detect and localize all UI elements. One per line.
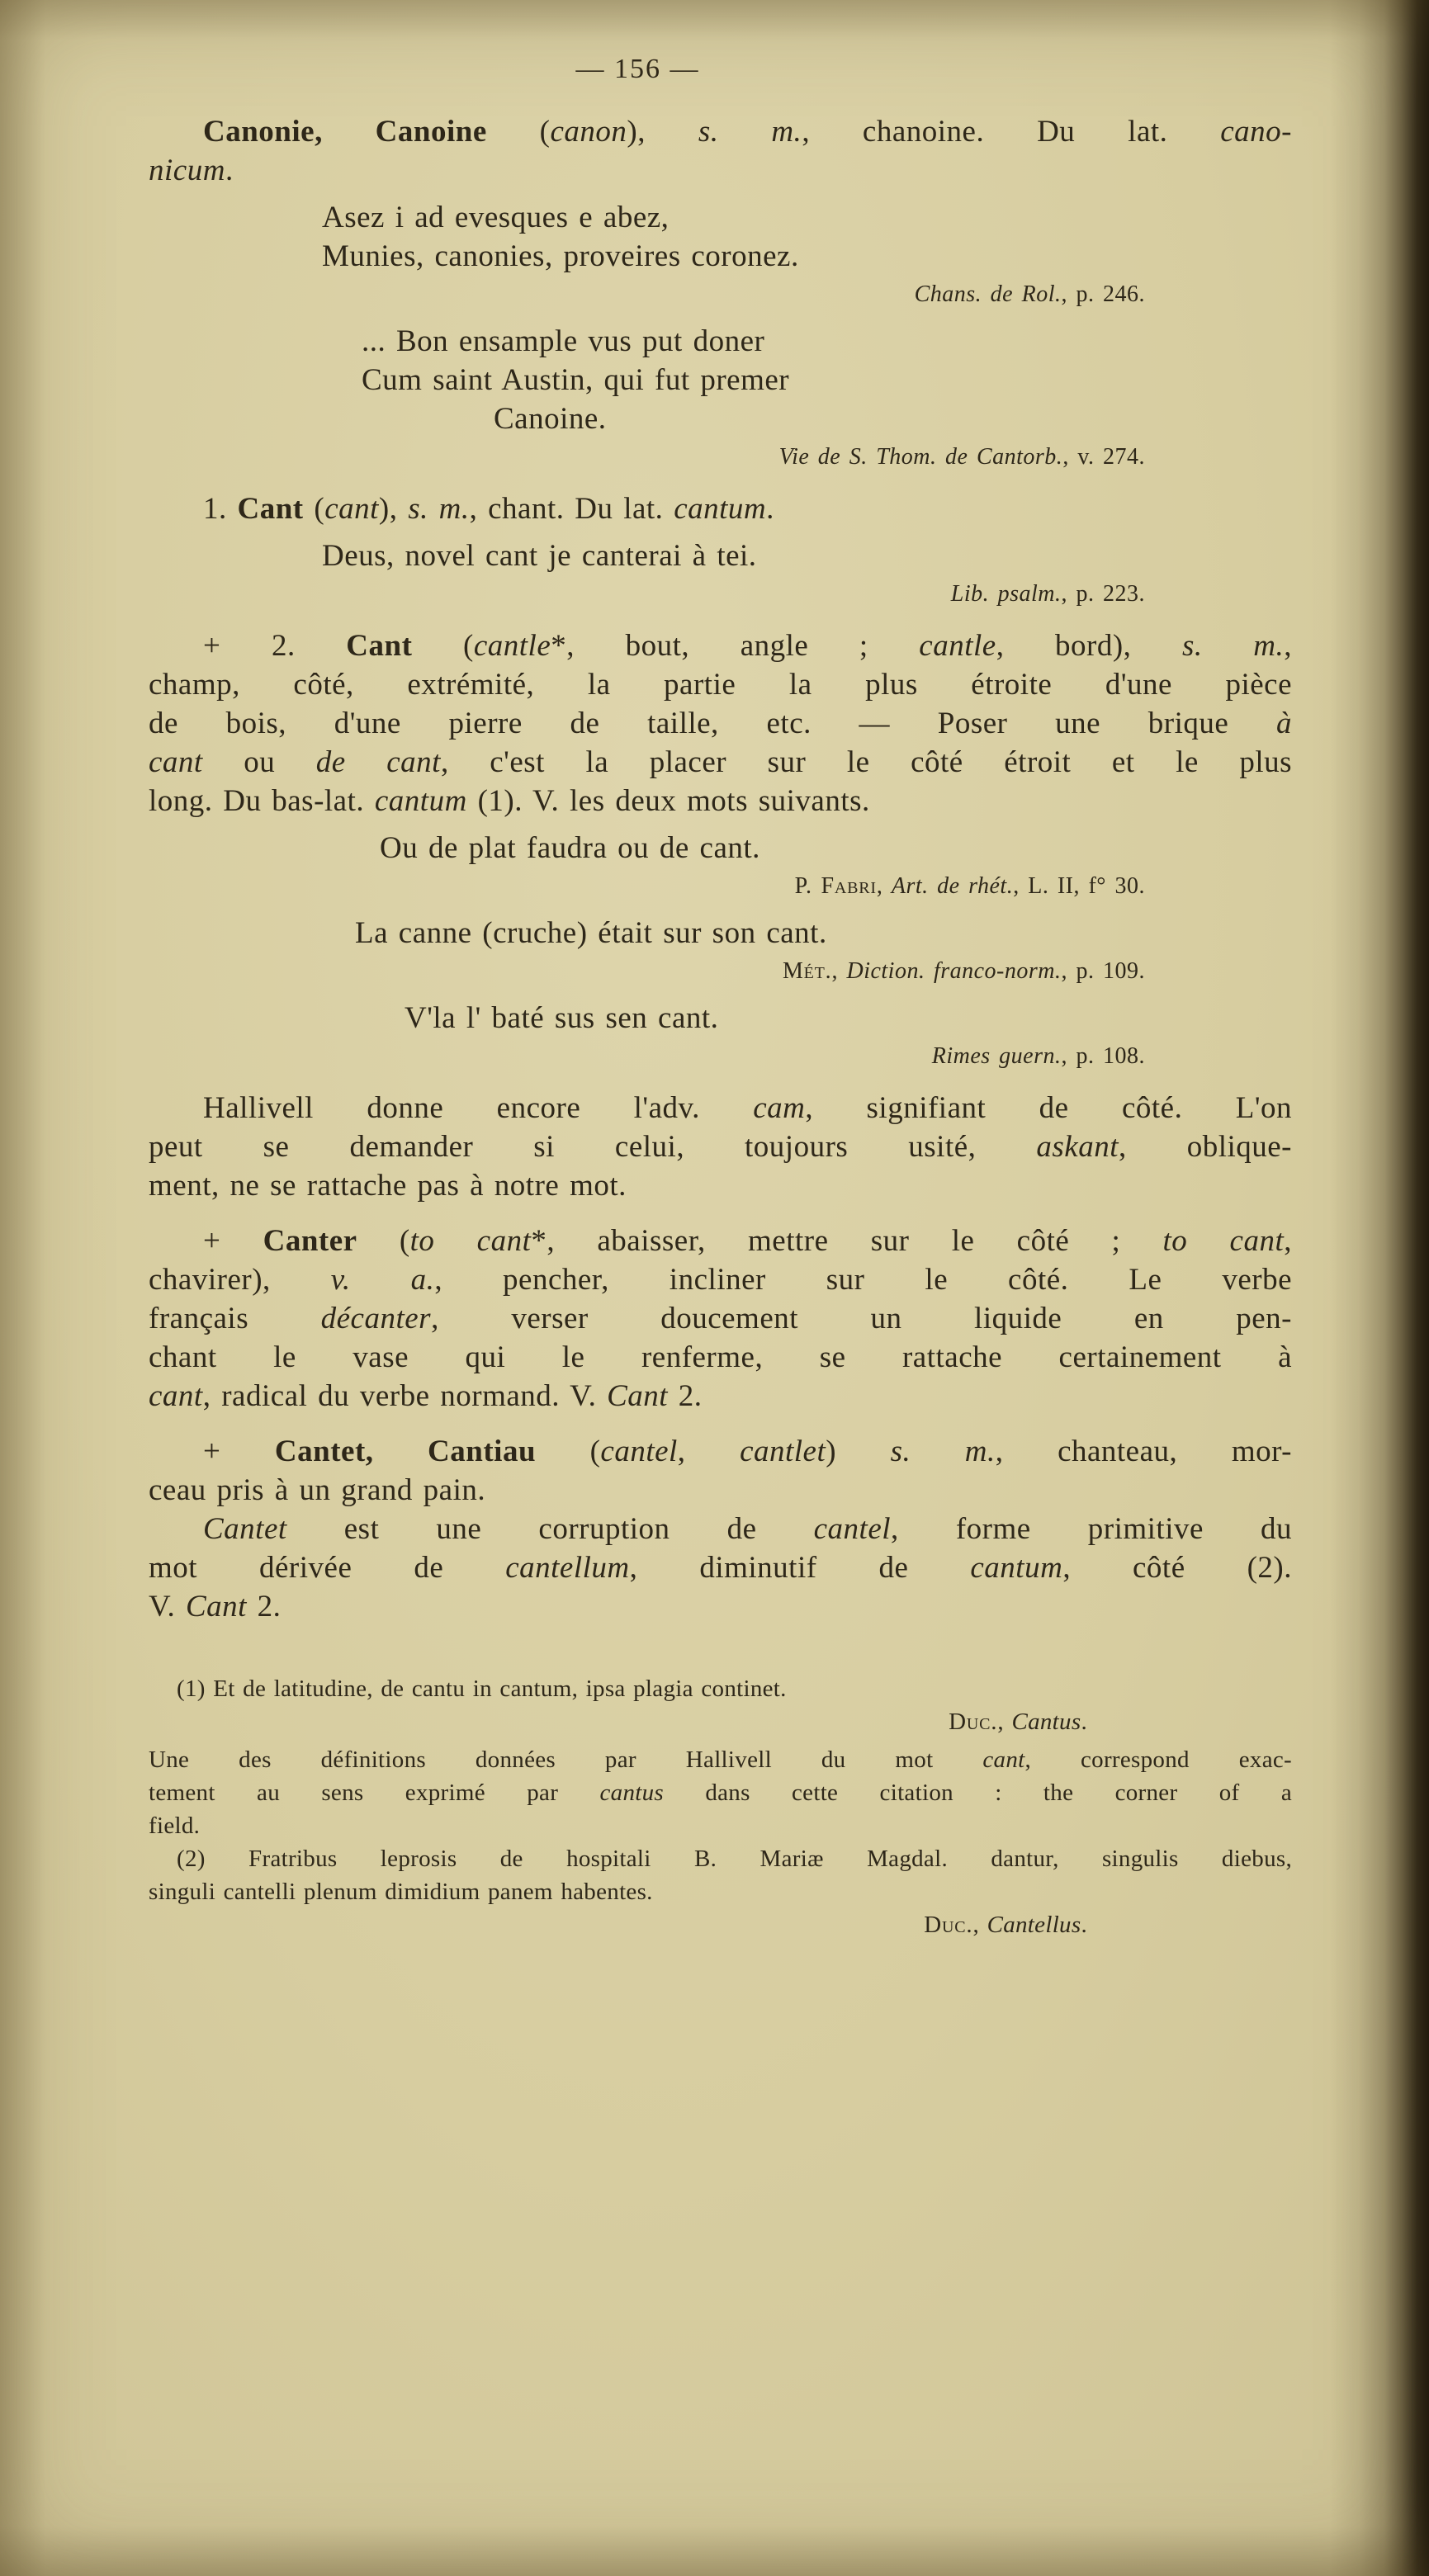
text-segment: Cantus xyxy=(1011,1709,1081,1735)
entry-cantet xyxy=(149,1432,1292,1510)
verse-line: V'la l' baté sus sen cant. xyxy=(405,1001,719,1035)
page-text xyxy=(149,51,1292,1946)
text-segment: cant xyxy=(982,1746,1025,1773)
text-line xyxy=(149,1672,1292,1705)
text-segment: chant le vase qui le renferme, se rattache certainement à xyxy=(149,1340,1292,1374)
text-segment: champ, côté, extrémité, la partie la plus étroite d'une pièce xyxy=(149,668,1292,702)
text-segment: ment, ne se rattache pas à notre mot. xyxy=(149,1169,627,1203)
text-segment: . xyxy=(1081,1912,1087,1938)
text-segment: cano- xyxy=(1220,115,1292,149)
text-segment: 2. xyxy=(668,1379,703,1413)
text-segment: Vie de S. Thom. de Cantorb. xyxy=(778,444,1063,470)
source-citation xyxy=(149,442,1292,473)
text-line xyxy=(149,1377,1292,1416)
text-segment: to cant xyxy=(1162,1224,1285,1258)
text-segment: s. m. xyxy=(408,492,470,526)
text-line xyxy=(149,489,1292,528)
verse-line: Deus, novel cant je canterai à tei. xyxy=(322,539,757,573)
text-segment: , pencher, incliner sur le côté. Le verbe xyxy=(434,1263,1292,1297)
verse-line: Munies, canonies, proveires coronez. xyxy=(322,239,799,273)
text-segment: de cant xyxy=(315,745,441,779)
text-line xyxy=(149,1338,1292,1377)
text-line xyxy=(149,1166,1292,1205)
text-segment: , v. 274. xyxy=(1062,444,1145,470)
text-segment: askant xyxy=(1036,1130,1119,1164)
verse-line: Cum saint Austin, qui fut premer xyxy=(362,363,790,397)
main-text xyxy=(149,112,1292,1626)
text-line xyxy=(149,1432,1292,1471)
verse-quote xyxy=(149,829,1292,867)
text-segment: P. Fabri xyxy=(794,873,877,899)
text-segment: ( xyxy=(486,115,551,149)
text-line xyxy=(149,1743,1292,1776)
verse-line: ... Bon ensample vus put doner xyxy=(362,324,765,358)
text-segment: . xyxy=(766,492,774,526)
text-segment: mot dérivée de xyxy=(149,1551,506,1585)
text-segment: nicum xyxy=(149,154,225,187)
text-segment: , chant. Du lat. xyxy=(469,492,674,526)
text-segment: cantel xyxy=(600,1435,678,1468)
text-line xyxy=(149,1471,1292,1510)
text-segment: cantellum xyxy=(505,1551,630,1585)
text-line xyxy=(149,1842,1292,1875)
verse-line: La canne (cruche) était sur son cant. xyxy=(355,916,827,950)
text-line xyxy=(149,1809,1292,1842)
paragraph-cantet-etymology xyxy=(149,1510,1292,1626)
text-segment: français xyxy=(149,1302,321,1335)
text-segment: cam xyxy=(753,1091,806,1125)
text-segment: peut se demander si celui, toujours usité, xyxy=(149,1130,1037,1164)
text-segment: + 2. xyxy=(203,629,347,663)
text-line xyxy=(149,1510,1292,1548)
text-segment: + xyxy=(203,1435,275,1468)
page-edge-top-shadow xyxy=(0,0,1429,40)
text-segment: , xyxy=(997,1709,1012,1735)
text-segment: . xyxy=(1081,1709,1087,1735)
verse-quote xyxy=(149,999,1292,1037)
text-segment: Cant xyxy=(185,1590,247,1624)
text-segment: *, bout, angle ; xyxy=(551,629,920,663)
text-segment: field. xyxy=(149,1813,201,1839)
text-line xyxy=(149,1260,1292,1299)
text-segment: tement au sens exprimé par xyxy=(149,1780,600,1806)
text-segment: v. a. xyxy=(330,1263,435,1297)
text-segment: cantum xyxy=(674,492,767,526)
text-segment: , xyxy=(1284,629,1292,663)
text-segment: singuli cantelli plenum dimidium panem habentes. xyxy=(149,1879,653,1905)
text-segment: , signifiant de côté. L'on xyxy=(805,1091,1292,1125)
text-line xyxy=(149,1587,1292,1626)
text-segment: *, abaisser, mettre sur le côté ; xyxy=(531,1224,1163,1258)
source-citation xyxy=(149,956,1292,987)
text-line xyxy=(149,1222,1292,1260)
text-segment: V. xyxy=(149,1590,186,1624)
page-edge-bottom-shadow xyxy=(0,2526,1429,2576)
text-segment: Rimes guern. xyxy=(931,1043,1062,1069)
text-line xyxy=(149,1089,1292,1127)
text-segment: Chans. de Rol. xyxy=(914,281,1062,307)
text-segment: , verser doucement un liquide en pen- xyxy=(431,1302,1293,1335)
text-segment: Une des définitions données par Hallivell du mot xyxy=(149,1746,983,1773)
text-segment: , côté (2). xyxy=(1062,1551,1292,1585)
verse-quote xyxy=(149,198,1292,276)
text-segment: , p. 109. xyxy=(1061,958,1145,984)
footnote-1-continuation xyxy=(149,1743,1292,1842)
source-citation xyxy=(149,1041,1292,1072)
text-segment: ), xyxy=(378,492,409,526)
text-segment: , p. 108. xyxy=(1061,1043,1145,1069)
text-segment: cantle xyxy=(919,629,996,663)
text-segment: cantum xyxy=(374,784,467,818)
book-binding-edge-shadow xyxy=(1330,0,1429,2576)
text-line xyxy=(149,1875,1292,1908)
text-segment: est une corruption de xyxy=(286,1512,814,1546)
text-segment: (2) Fratribus leprosis de hospitali B. Mariæ Magdal. dantur, singulis diebus, xyxy=(177,1846,1292,1872)
text-segment: décanter xyxy=(320,1302,432,1335)
text-segment: , p. 246. xyxy=(1061,281,1145,307)
text-segment: Canonie, Canoine xyxy=(203,115,487,149)
source-citation xyxy=(149,1908,1292,1941)
text-segment: Hallivell donne encore l'adv. xyxy=(203,1091,754,1125)
text-segment: , xyxy=(831,958,847,984)
text-segment: à xyxy=(1276,707,1292,740)
text-segment: de bois, d'une pierre de taille, etc. — Poser une brique xyxy=(149,707,1276,740)
text-segment: chavirer), xyxy=(149,1263,331,1297)
text-line xyxy=(149,665,1292,704)
text-segment: Cantet, Cantiau xyxy=(274,1435,537,1468)
text-segment: Cant xyxy=(607,1379,669,1413)
text-segment: cantlet xyxy=(740,1435,826,1468)
text-segment: Art. de rhét. xyxy=(891,873,1014,899)
text-segment: Canter xyxy=(263,1224,357,1258)
text-segment: , xyxy=(972,1912,987,1938)
text-segment: , L. II, f° 30. xyxy=(1013,873,1145,899)
text-segment: cant xyxy=(149,1379,203,1413)
text-segment: , correspond exac- xyxy=(1024,1746,1293,1773)
text-segment: s. m. xyxy=(698,115,802,149)
verse-quote xyxy=(149,322,1292,438)
verse-line: Ou de plat faudra ou de cant. xyxy=(380,831,760,865)
paragraph-hallivell xyxy=(149,1089,1292,1205)
text-segment: dans cette citation : the corner of a xyxy=(664,1780,1292,1806)
text-segment: (1) Et de latitudine, de cantu in cantum, ipsa plagia continet. xyxy=(177,1676,787,1702)
text-line xyxy=(149,1776,1292,1809)
footnotes xyxy=(149,1672,1292,1941)
text-segment: + xyxy=(203,1224,263,1258)
text-segment: , chanteau, mor- xyxy=(995,1435,1292,1468)
text-segment: , radical du verbe normand. V. xyxy=(202,1379,608,1413)
entry-cant-1 xyxy=(149,489,1292,528)
text-line xyxy=(149,1299,1292,1338)
text-segment: , chanoine. Du lat. xyxy=(802,115,1221,149)
text-segment: cantum xyxy=(970,1551,1063,1585)
text-segment: cantle xyxy=(473,629,551,663)
source-citation xyxy=(149,279,1292,310)
text-segment: 2. xyxy=(246,1590,282,1624)
text-line xyxy=(149,112,1292,151)
text-segment: s. m. xyxy=(1182,629,1285,663)
text-segment: cant xyxy=(149,745,203,779)
text-segment: Cant xyxy=(237,492,304,526)
text-segment: ceau pris à un grand pain. xyxy=(149,1473,486,1507)
text-segment: long. Du bas-lat. xyxy=(149,784,375,818)
text-line xyxy=(149,1127,1292,1166)
text-segment: ) xyxy=(826,1435,891,1468)
verse-line: Canoine. xyxy=(494,402,607,436)
source-citation xyxy=(149,579,1292,610)
footnote-1 xyxy=(149,1672,1292,1705)
text-segment: , bord), xyxy=(996,629,1183,663)
text-segment: Cant xyxy=(346,629,413,663)
text-segment: ( xyxy=(357,1224,410,1258)
text-segment: , xyxy=(876,873,892,899)
text-line xyxy=(149,151,1292,190)
text-line xyxy=(149,782,1292,820)
text-line xyxy=(149,704,1292,743)
text-segment: , p. 223. xyxy=(1061,581,1145,607)
text-segment: ( xyxy=(536,1435,601,1468)
entry-cant-2 xyxy=(149,626,1292,820)
text-segment: ( xyxy=(303,492,325,526)
page-number: — 156 — xyxy=(575,54,700,84)
text-line xyxy=(149,743,1292,782)
text-segment: , forme primitive du xyxy=(891,1512,1292,1546)
text-segment: , xyxy=(677,1435,741,1468)
footnote-2 xyxy=(149,1842,1292,1908)
verse-quote xyxy=(149,914,1292,952)
text-segment: to cant xyxy=(409,1224,532,1258)
page-edge-left-shadow xyxy=(0,0,45,2576)
source-citation xyxy=(149,1705,1292,1738)
text-segment: 1. xyxy=(203,492,238,526)
text-segment: ( xyxy=(412,629,474,663)
text-segment: . xyxy=(225,154,234,187)
text-segment: cantel xyxy=(813,1512,892,1546)
text-segment: Mét. xyxy=(782,958,832,984)
text-segment: canon xyxy=(550,115,627,149)
text-segment: cantus xyxy=(599,1780,664,1806)
text-segment: s. m. xyxy=(890,1435,996,1468)
verse-line: Asez i ad evesques e abez, xyxy=(322,201,670,234)
text-line xyxy=(149,1548,1292,1587)
text-segment: Diction. franco-norm. xyxy=(846,958,1062,984)
source-citation xyxy=(149,871,1292,902)
text-segment: , oblique- xyxy=(1118,1130,1292,1164)
text-segment: Cantet xyxy=(203,1512,287,1546)
text-segment: Duc. xyxy=(924,1912,973,1938)
text-segment: cant xyxy=(324,492,379,526)
text-segment: , xyxy=(1284,1224,1292,1258)
verse-quote xyxy=(149,536,1292,575)
text-segment: ), xyxy=(627,115,698,149)
text-segment: Cantellus xyxy=(987,1912,1081,1938)
text-segment: ou xyxy=(202,745,316,779)
text-line xyxy=(149,626,1292,665)
entry-canter xyxy=(149,1222,1292,1416)
text-segment: , diminutif de xyxy=(629,1551,971,1585)
text-segment: Lib. psalm. xyxy=(950,581,1062,607)
text-segment: (1). V. les deux mots suivants. xyxy=(466,784,870,818)
text-segment: Duc. xyxy=(949,1709,998,1735)
text-segment: , c'est la placer sur le côté étroit et le plus xyxy=(440,745,1293,779)
entry-canonie xyxy=(149,112,1292,190)
